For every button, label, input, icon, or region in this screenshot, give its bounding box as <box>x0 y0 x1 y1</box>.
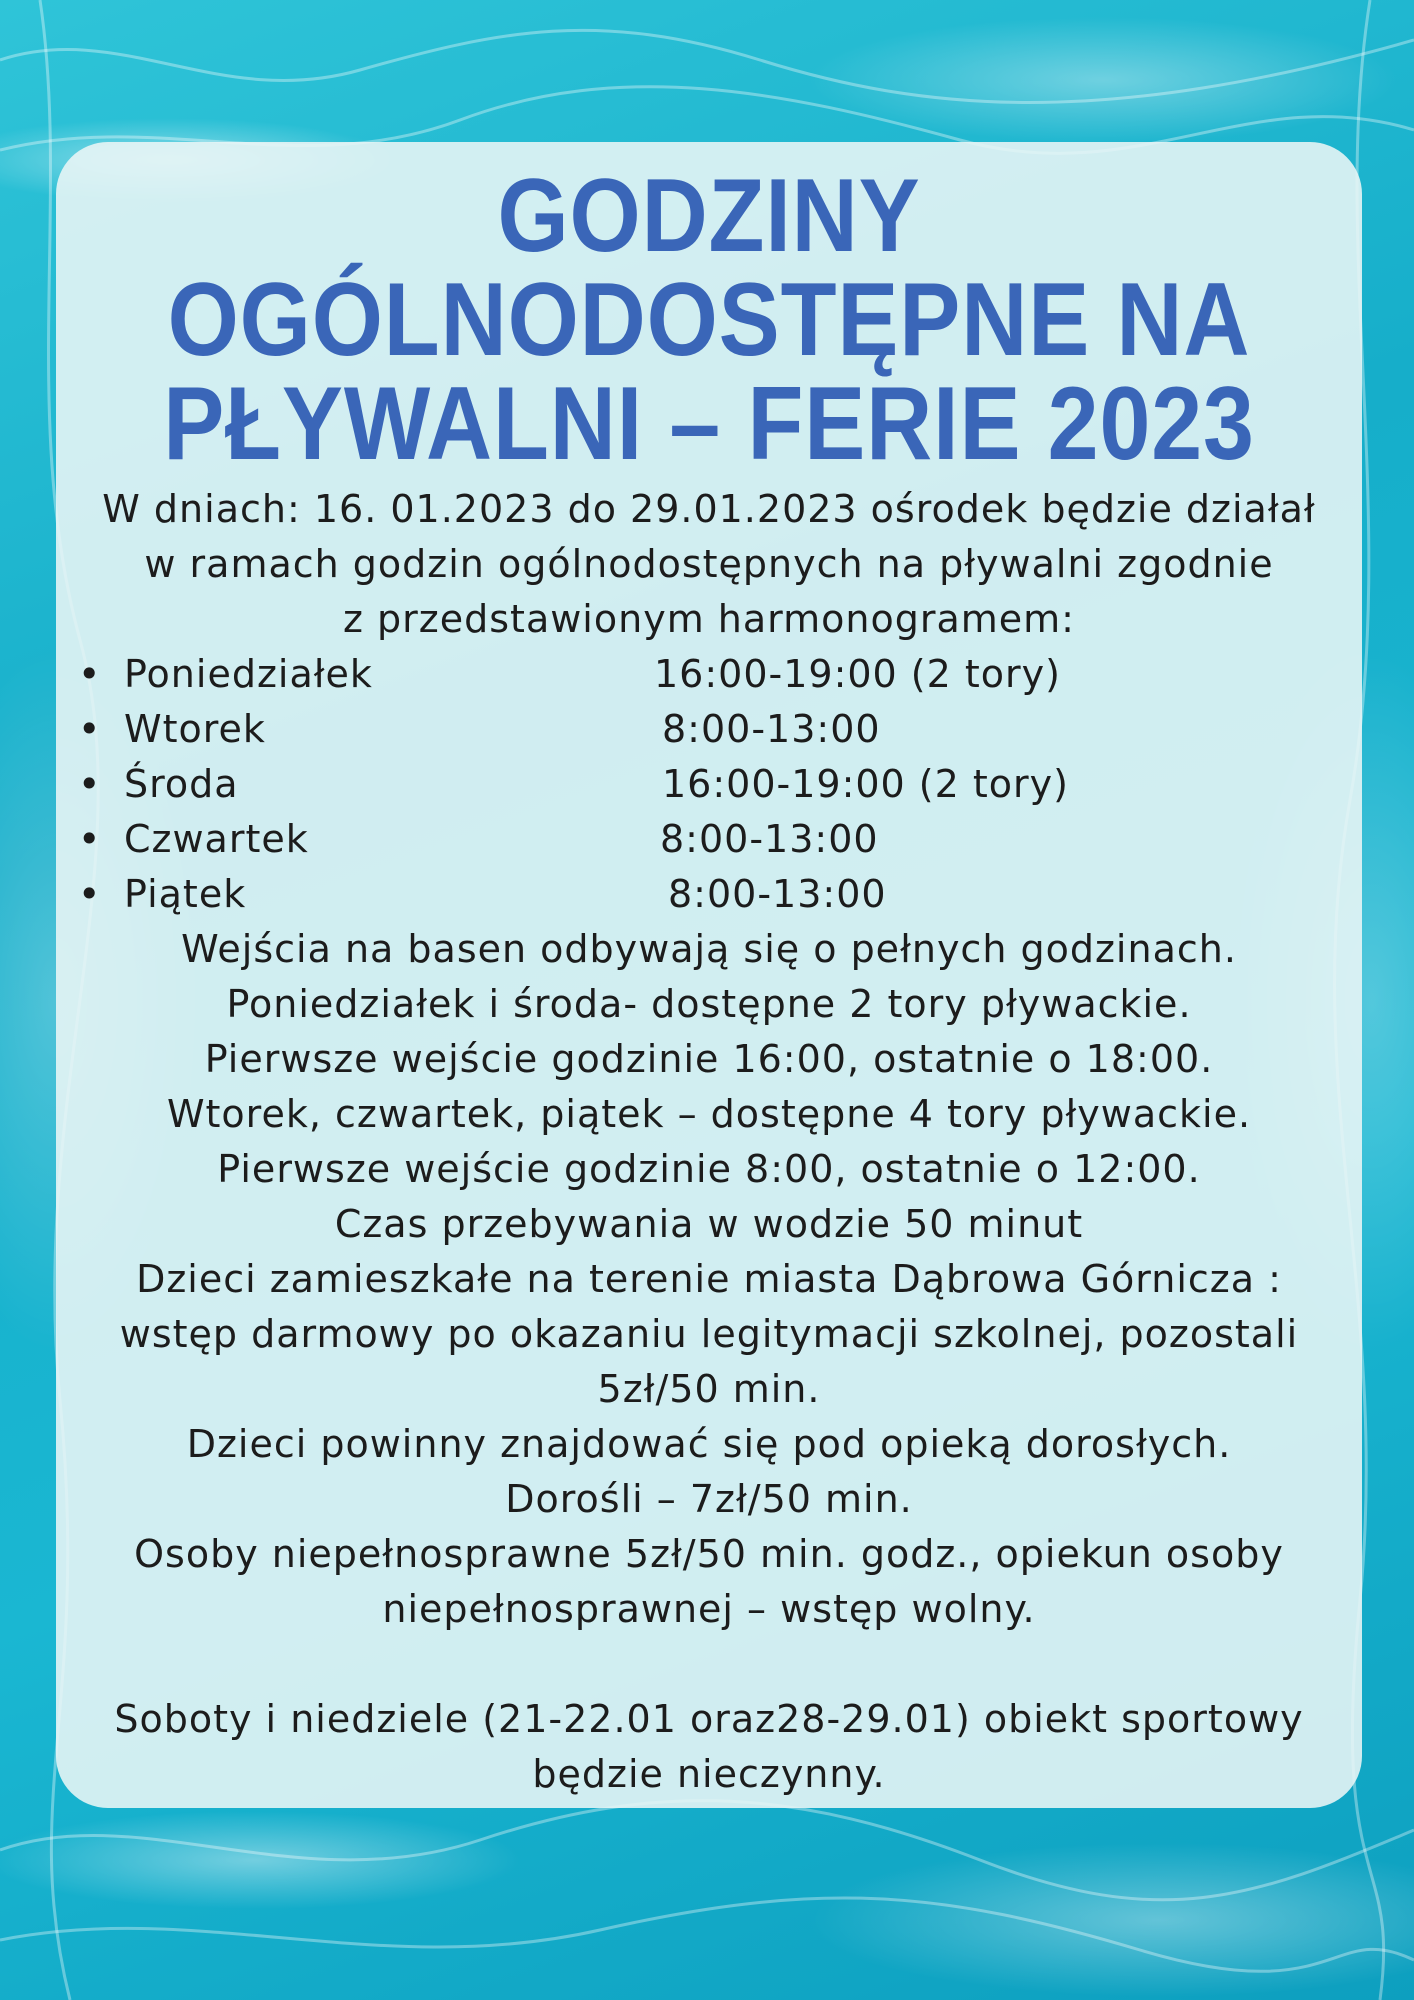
bullet-icon: • <box>78 707 102 751</box>
detail-line: Osoby niepełnosprawne 5zł/50 min. godz., opiekun osoby <box>134 1532 1284 1576</box>
schedule-hours: 16:00-19:00 (2 tory) <box>662 762 1069 806</box>
title-line-2: OGÓLNODOSTĘPNE NA <box>167 262 1251 378</box>
schedule-day: Środa <box>124 762 239 806</box>
intro-line: z przedstawionym harmonogramem: <box>343 597 1075 641</box>
schedule-hours: 16:00-19:00 (2 tory) <box>654 652 1061 696</box>
detail-line: Dzieci zamieszkałe na terenie miasta Dąbrowa Górnicza : <box>136 1257 1282 1301</box>
intro-line: W dniach: 16. 01.2023 do 29.01.2023 ośrodek będzie działał <box>102 487 1316 531</box>
schedule-day: Piątek <box>124 872 247 916</box>
bullet-icon: • <box>78 817 102 861</box>
schedule-item-sroda <box>56 757 1362 812</box>
bullet-icon: • <box>78 872 102 916</box>
detail-line: Pierwsze wejście godzinie 8:00, ostatnie o 12:00. <box>217 1147 1201 1191</box>
schedule-item-czwartek <box>56 812 1362 867</box>
detail-line: 5zł/50 min. <box>597 1367 821 1411</box>
page-title <box>134 158 1283 482</box>
detail-line: Wtorek, czwartek, piątek – dostępne 4 tory pływackie. <box>166 1092 1252 1136</box>
title-line-3: PŁYWALNI – FERIE 2023 <box>163 366 1255 482</box>
detail-line: Wejścia na basen odbywają się o pełnych godzinach. <box>181 927 1237 971</box>
schedule-day: Czwartek <box>124 817 309 861</box>
detail-line: Poniedziałek i środa- dostępne 2 tory pływackie. <box>226 982 1192 1026</box>
notice-body <box>56 482 1362 1802</box>
schedule-item-poniedzialek <box>56 647 1362 702</box>
detail-line: niepełnosprawnej – wstęp wolny. <box>382 1587 1036 1631</box>
closing-line: będzie nieczynny. <box>532 1752 886 1796</box>
schedule-hours: 8:00-13:00 <box>668 872 887 916</box>
schedule-hours: 8:00-13:00 <box>660 817 879 861</box>
bullet-icon: • <box>78 762 102 806</box>
title-line-1: GODZINY <box>497 158 921 274</box>
intro-line: w ramach godzin ogólnodostępnych na pływalni zgodnie <box>144 542 1274 586</box>
detail-line: Czas przebywania w wodzie 50 minut <box>334 1202 1084 1246</box>
schedule-hours: 8:00-13:00 <box>662 707 881 751</box>
schedule-list <box>56 647 1362 922</box>
closing-line: Soboty i niedziele (21-22.01 oraz28-29.01) obiekt sportowy <box>114 1697 1304 1741</box>
schedule-day: Poniedziałek <box>124 652 373 696</box>
detail-line: Dzieci powinny znajdować się pod opieką dorosłych. <box>186 1422 1232 1466</box>
spacer <box>56 1637 1362 1692</box>
detail-line: Dorośli – 7zł/50 min. <box>505 1477 913 1521</box>
schedule-day: Wtorek <box>124 707 266 751</box>
info-panel <box>56 142 1362 1808</box>
detail-line: Pierwsze wejście godzinie 16:00, ostatnie o 18:00. <box>204 1037 1214 1081</box>
schedule-item-piatek <box>56 867 1362 922</box>
schedule-item-wtorek <box>56 702 1362 757</box>
bullet-icon: • <box>78 652 102 696</box>
detail-line: wstęp darmowy po okazaniu legitymacji szkolnej, pozostali <box>119 1312 1299 1356</box>
